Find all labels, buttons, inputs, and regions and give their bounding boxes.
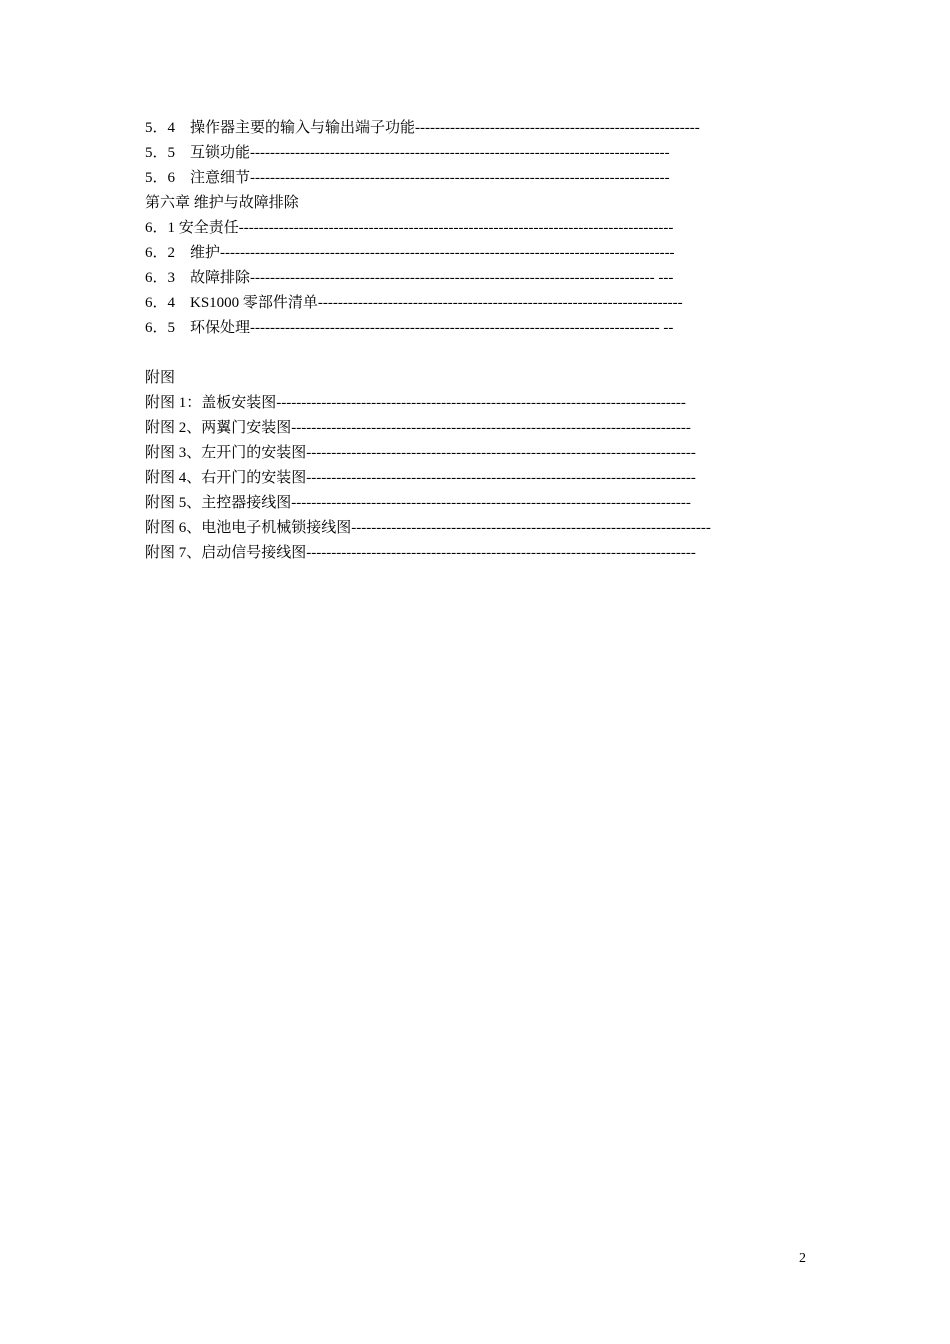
toc-entry-6-4: 6．4 KS1000 零部件清单------------------------------------------------------------------------- (145, 295, 683, 311)
table-of-contents (145, 116, 765, 566)
toc-entry-5-6: 5．6 注意细节------------------------------------------------------------------------------------ (145, 170, 670, 186)
spacer (145, 341, 765, 366)
appendix-entry-5: 附图 5、主控器接线图-------------------------------------------------------------------------------- (145, 495, 691, 511)
appendix-entry-1: 附图 1：盖板安装图---------------------------------------------------------------------------------- (145, 395, 686, 411)
page-number: 2 (799, 1251, 806, 1266)
toc-entry-6-5: 6．5 环保处理---------------------------------------------------------------------------------- -- (145, 320, 674, 336)
toc-entry-5-5: 5．5 互锁功能------------------------------------------------------------------------------------ (145, 145, 670, 161)
appendix-heading: 附图 (145, 370, 176, 386)
appendix-entry-2: 附图 2、两翼门安装图-------------------------------------------------------------------------------- (145, 420, 691, 436)
toc-entry-6-1: 6．1 安全责任--------------------------------------------------------------------------------------- (145, 220, 674, 236)
appendix-entry-7: 附图 7、启动信号接线图------------------------------------------------------------------------------ (145, 545, 696, 561)
toc-entry-6-3: 6．3 故障排除--------------------------------------------------------------------------------- --- (145, 270, 674, 286)
toc-entry-5-4: 5．4 操作器主要的输入与输出端子功能--------------------------------------------------------- (145, 120, 700, 136)
chapter-6-heading: 第六章 维护与故障排除 (145, 195, 299, 211)
appendix-entry-4: 附图 4、右开门的安装图------------------------------------------------------------------------------ (145, 470, 696, 486)
toc-entry-6-2: 6．2 维护------------------------------------------------------------------------------------------- (145, 245, 675, 261)
appendix-entry-3: 附图 3、左开门的安装图------------------------------------------------------------------------------ (145, 445, 696, 461)
appendix-entry-6: 附图 6、电池电子机械锁接线图------------------------------------------------------------------------ (145, 520, 711, 536)
